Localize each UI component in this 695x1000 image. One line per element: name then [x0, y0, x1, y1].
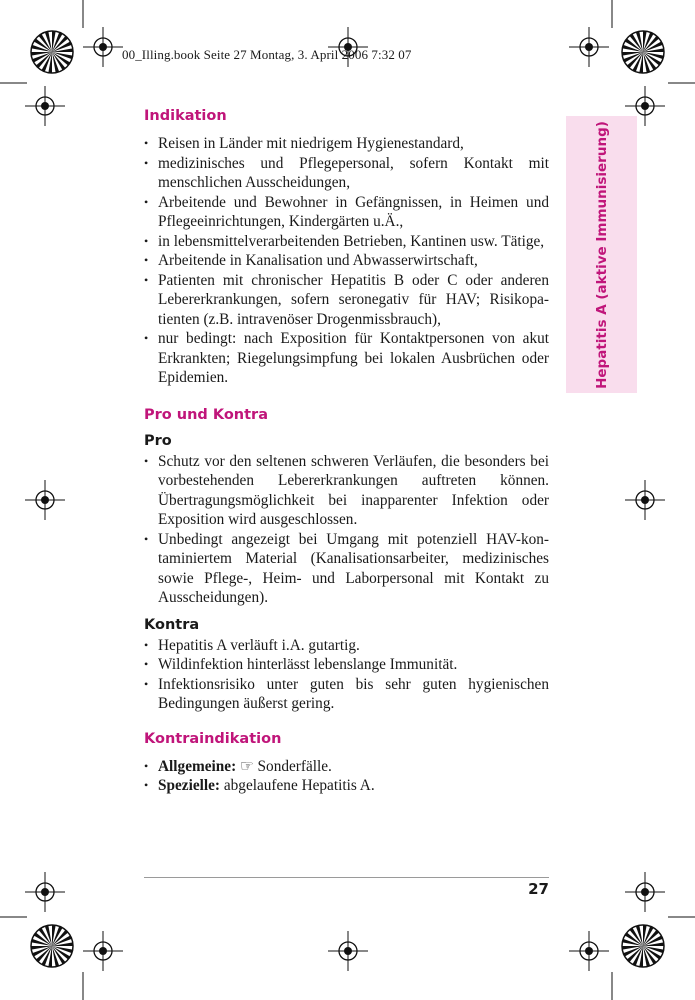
footer-rule — [144, 877, 549, 878]
page-number: 27 — [528, 880, 549, 898]
crosshair-mark-icon — [328, 931, 368, 971]
crosshair-mark-icon — [625, 480, 665, 520]
list-item: • Patienten mit chronischer Hepatitis B oder C oder anderen Lebererkrankungen, sofern seronegativ für HAV; Risikopatienten (z.B. intravenöser Drogenmissbrauch), — [144, 271, 549, 330]
list-item: • Infektionsrisiko unter guten bis sehr guten hygienischen Bedingungen äußerst gering. — [144, 675, 549, 714]
list-item — [144, 757, 549, 777]
list-item: • Schutz vor den seltenen schweren Verläufen, die besonders bei vorbestehenden Lebererkrankungen auftreten können. Übertragungsmöglichkeit bei inapparenter Infektion oder Exposition wird ausgeschlossen. — [144, 452, 549, 530]
pointing-hand-icon: ☞ — [240, 757, 254, 775]
crosshair-mark-icon — [569, 931, 609, 971]
item-label: Spezielle: — [158, 777, 221, 794]
list-item: • Arbeitende in Kanalisation und Abwasserwirtschaft, — [144, 251, 549, 271]
item-label: Allgemeine: — [158, 757, 237, 775]
kontraindikation-list — [144, 757, 549, 796]
section-kontraindikation — [144, 731, 549, 796]
crosshair-mark-icon — [569, 27, 609, 67]
list-item: • Wildinfektion hinterlässt lebenslange Immunität. — [144, 655, 549, 675]
heading-pro-kontra: Pro und Kontra — [144, 406, 268, 423]
crosshair-mark-icon — [83, 931, 123, 971]
print-slug: 00_Illing.book Seite 27 Montag, 3. April 2006 7:32 07 — [122, 47, 412, 62]
list-item: • Reisen in Länder mit niedrigem Hygienestandard, — [144, 134, 549, 154]
list-item: • Arbeitende und Bewohner in Gefängnissen, in Heimen und Pflegeeinrichtungen, Kindergärten u.Ä., — [144, 193, 549, 232]
section-indikation — [144, 108, 549, 388]
main-content — [144, 108, 549, 796]
chapter-tab-label: Hepatitis A (aktive Immunisierung) — [593, 120, 610, 389]
subheading-kontra: Kontra — [144, 616, 200, 633]
section-pro-kontra — [144, 407, 549, 714]
starburst-mark-icon — [622, 31, 664, 73]
list-item: • in lebensmittelverarbeitenden Betrieben, Kantinen usw. Tätige, — [144, 232, 549, 252]
item-text: Sonderfälle. — [253, 757, 332, 775]
crosshair-mark-icon — [625, 872, 665, 912]
list-item — [144, 776, 549, 796]
crosshair-mark-icon — [25, 872, 65, 912]
list-item: • Hepatitis A verläuft i.A. gutartig. — [144, 636, 549, 656]
list-item: • nur bedingt: nach Exposition für Kontaktpersonen von akut Erkrankten; Riegelungsimpfung bei lokalen Ausbrüchen oder Epidemien. — [144, 329, 549, 388]
heading-indikation: Indikation — [144, 108, 227, 124]
pro-list — [144, 452, 549, 608]
heading-kontraindikation: Kontraindikation — [144, 730, 282, 747]
item-text: abgelaufene Hepatitis A. — [220, 777, 375, 794]
starburst-mark-icon — [622, 925, 664, 967]
list-item: • Unbedingt angezeigt bei Umgang mit potenziell HAV-kontaminiertem Material (Kanalisationsarbeiter, medizinisches sowie Pflege-, Heim- und Laborpersonal mit Kontakt zu Ausscheidungen). — [144, 530, 549, 608]
crosshair-mark-icon — [25, 480, 65, 520]
starburst-mark-icon — [31, 31, 73, 73]
list-item: • medizinisches und Pflegepersonal, sofern Kontakt mit menschlichen Ausscheidungen, — [144, 154, 549, 193]
starburst-mark-icon — [31, 925, 73, 967]
kontra-list — [144, 636, 549, 714]
subheading-pro: Pro — [144, 432, 172, 449]
crosshair-mark-icon — [25, 86, 65, 126]
indikation-list — [144, 134, 549, 388]
crosshair-mark-icon — [83, 27, 123, 67]
chapter-tab — [566, 116, 637, 393]
